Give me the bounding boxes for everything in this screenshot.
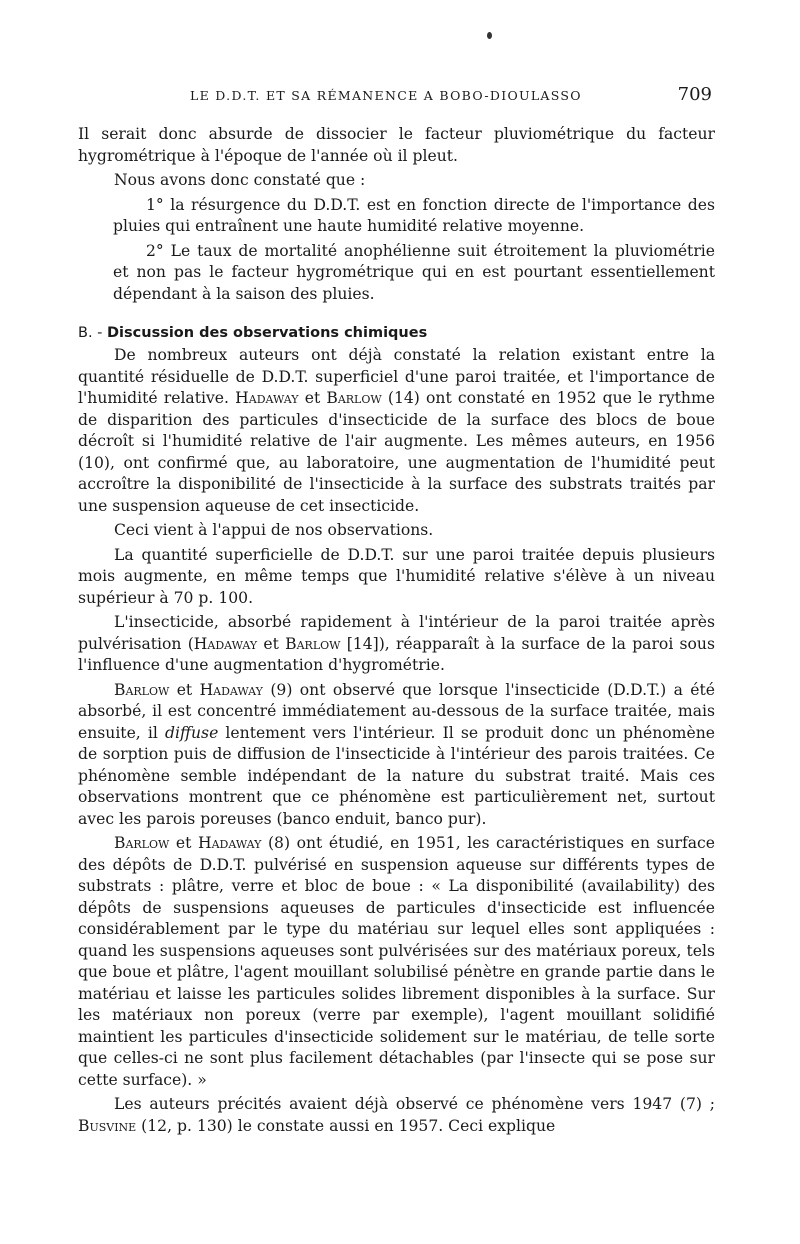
- author-name: Barlow: [114, 680, 170, 699]
- paragraph: [78, 124, 715, 167]
- emphasis: diffuse: [165, 723, 219, 742]
- paragraph-text: L'insecticide, absorbé rapidement à l'intérieur de la paroi traitée après pulvérisation (: [78, 613, 715, 653]
- paragraph-text: (14) ont constaté en 1952 que le rythme de disparition des particules d'insecticide de la surface des blocs de boue décroît si l'humidité relative de l'air augmente. Les mêmes auteurs, en 1956 (10), ont confirmé que, au laboratoire, une augmentation de l'humidité peut accroître la disponibilité de l'insecticide à la surface des substrats traités par une suspension aqueuse de cet insecticide.: [78, 389, 715, 515]
- paragraph: [78, 833, 715, 1091]
- author-name: Barlow: [114, 834, 170, 852]
- paragraph: [78, 1094, 715, 1137]
- section-heading: [78, 324, 715, 343]
- paragraph-text: (12, p. 130) le constate aussi en 1957. Ceci explique: [136, 1116, 556, 1135]
- author-name: Busvine: [78, 1116, 137, 1135]
- list-item-text: 1° la résurgence du D.D.T. est en fonction directe de l'importance des pluies qui entraînent une haute humidité relative moyenne.: [113, 195, 715, 235]
- paragraph-text: Les auteurs précités avaient déjà observé ce phénomène vers 1947 (7) ;: [114, 1095, 715, 1113]
- list-item-text: 2° Le taux de mortalité anophélienne suit étroitement la pluviométrie et non pas le facteur hygrométrique qui en est pourtant essentiellement dépendant à la saison des pluies.: [113, 241, 715, 303]
- author-name: Hadaway: [199, 680, 263, 699]
- page-header: [78, 84, 712, 110]
- author-name: Barlow: [326, 389, 382, 407]
- paragraph: [78, 520, 715, 542]
- paragraph-text: (8) ont étudié, en 1951, les caractéristiques en surface des dépôts de D.D.T. pulvérisé en suspension aqueuse sur différents types de substrats : plâtre, verre et bloc de boue : « La disponibilité (availability) des dépôts de suspensions aqueuses de particules d'insecticide est influencée considérablement par le type du matériau sur lequel elles sont appliquées : quand les suspensions aqueuses sont pulvérisées sur des matériaux poreux, tels que boue et plâtre, l'agent mouillant solubilisé pénètre en grande partie dans le matériau et laisse les particules solides librement disponibles à la surface. Sur les matériaux non poreux (verre par exemple), l'agent mouillant solidifié maintient les particules d'insecticide solidement sur le matériau, de telle sorte que celles-ci ne sont plus facilement détachables (par l'insecte qui se pose sur cette surface). »: [78, 834, 715, 1089]
- ink-speck: [487, 32, 492, 39]
- section-label: B. -: [78, 325, 108, 341]
- paragraph-text: et: [298, 389, 327, 407]
- paragraph: [78, 612, 715, 677]
- author-name: Hadaway: [193, 634, 258, 653]
- paragraph-text: La quantité superficielle de D.D.T. sur une paroi traitée depuis plusieurs mois augmente, en même temps que l'humidité relative s'élève à un niveau supérieur à 70 p. 100.: [78, 545, 715, 607]
- author-name: Hadaway: [235, 389, 299, 407]
- paragraph-text: De nombreux auteurs ont déjà constaté la relation existant entre la quantité résiduelle de D.D.T. superficiel d'une paroi traitée, et l'importance de l'humidité relative.: [78, 346, 715, 407]
- author-name: Barlow: [285, 634, 341, 653]
- paragraph-text: Ceci vient à l'appui de nos observations.: [114, 521, 434, 539]
- list-item: [113, 241, 715, 306]
- section-title: Discussion des observations chimiques: [107, 325, 428, 341]
- paragraph: [78, 545, 715, 610]
- body-text: [78, 124, 715, 1140]
- paragraph-text: Nous avons donc constaté que :: [114, 171, 366, 189]
- paragraph-text: et: [169, 680, 200, 699]
- running-title: LE D.D.T. ET SA RÉMANENCE A BOBO-DIOULASSO: [190, 88, 582, 103]
- paragraph-text: Il serait donc absurde de dissocier le facteur pluviométrique du facteur hygrométrique à l'époque de l'année où il pleut.: [78, 125, 715, 165]
- paragraph: [78, 170, 715, 192]
- page-number: 709: [677, 84, 712, 105]
- paragraph: [78, 345, 715, 517]
- paragraph-text: et: [169, 834, 198, 852]
- paragraph-text: [14]), réapparaît à la surface de la paroi sous l'influence d'une augmentation d'hygrométrie.: [78, 634, 715, 674]
- paragraph: [78, 680, 715, 831]
- paragraph-text: et: [257, 634, 286, 653]
- author-name: Hadaway: [197, 834, 262, 852]
- paragraph-text: lentement vers l'intérieur. Il se produit donc un phénomène de sorption puis de diffusion de l'insecticide à l'intérieur des parois traitées. Ce phénomène semble indépendant de la nature du substrat traité. Mais ces observations montrent que ce phénomène est particulièrement net, surtout avec les parois poreuses (banco enduit, banco pur).: [78, 723, 715, 828]
- list-item: [113, 195, 715, 238]
- paragraph-text: (9) ont observé que lorsque l'insecticide (D.D.T.) a été absorbé, il est concentré immédiatement au-dessous de la surface traitée, mais ensuite, il: [78, 680, 715, 742]
